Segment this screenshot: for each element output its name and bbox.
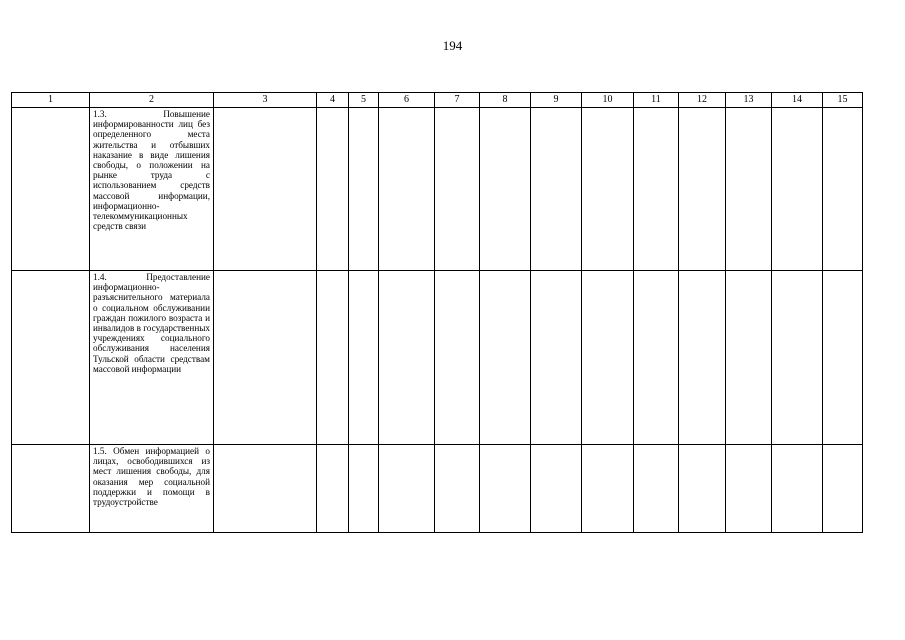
row-description: 1.3. Повышение информированности лиц без определенного места жительства и отбывших наказание в виде лишения свободы, о положении на рынке труда с использованием средств массовой информации, информационно-телекоммуникационных средств связи <box>93 109 210 232</box>
table-cell <box>582 445 634 533</box>
table-cell <box>435 445 480 533</box>
table-cell <box>349 271 379 445</box>
header-cell: 12 <box>679 93 726 108</box>
table-cell <box>349 108 379 271</box>
table-cell <box>214 271 317 445</box>
table-cell <box>379 445 435 533</box>
table-cell <box>379 271 435 445</box>
header-cell: 8 <box>480 93 531 108</box>
table-cell <box>679 108 726 271</box>
table-cell <box>214 445 317 533</box>
header-cell: 11 <box>634 93 679 108</box>
header-cell: 13 <box>726 93 772 108</box>
header-cell: 6 <box>379 93 435 108</box>
table-cell <box>12 445 90 533</box>
table-cell <box>480 108 531 271</box>
table-cell <box>214 108 317 271</box>
table-cell <box>531 108 582 271</box>
table-cell <box>726 445 772 533</box>
table-cell <box>679 271 726 445</box>
table-cell <box>726 271 772 445</box>
table-cell <box>435 271 480 445</box>
header-cell: 4 <box>317 93 349 108</box>
row-description-cell <box>90 445 214 533</box>
header-cell: 15 <box>823 93 863 108</box>
table-cell <box>480 271 531 445</box>
header-cell: 3 <box>214 93 317 108</box>
row-description-cell <box>90 271 214 445</box>
table-cell <box>531 445 582 533</box>
table-cell <box>582 108 634 271</box>
table-cell <box>349 445 379 533</box>
table-cell <box>823 108 863 271</box>
header-cell: 14 <box>772 93 823 108</box>
table-cell <box>634 108 679 271</box>
header-cell: 9 <box>531 93 582 108</box>
table-cell <box>435 108 480 271</box>
table-cell <box>480 445 531 533</box>
row-description: 1.5. Обмен информацией о лицах, освободившихся из мест лишения свободы, для оказания мер социальной поддержки и помощи в трудоустройстве <box>93 446 210 508</box>
table-row <box>12 108 863 271</box>
table-cell <box>772 271 823 445</box>
row-description: 1.4. Предоставление информационно-разъяснительного материала о социальном обслуживании граждан пожилого возраста и инвалидов в государственных учреждениях социального обслуживания населения Тульской области средствам массовой информации <box>93 272 210 374</box>
page-number: 194 <box>442 38 463 53</box>
table-cell <box>679 445 726 533</box>
header-cell: 1 <box>12 93 90 108</box>
table-cell <box>823 271 863 445</box>
table-row <box>12 445 863 533</box>
table-cell <box>772 445 823 533</box>
table-cell <box>726 108 772 271</box>
data-table <box>11 92 863 533</box>
row-description-cell <box>90 108 214 271</box>
table-cell <box>12 108 90 271</box>
table-cell <box>634 445 679 533</box>
header-cell: 10 <box>582 93 634 108</box>
header-row <box>12 93 863 108</box>
table-cell <box>12 271 90 445</box>
header-cell: 2 <box>90 93 214 108</box>
table-cell <box>317 108 349 271</box>
table-row <box>12 271 863 445</box>
table-cell <box>772 108 823 271</box>
table-cell <box>317 445 349 533</box>
table-cell <box>531 271 582 445</box>
header-cell: 7 <box>435 93 480 108</box>
table-cell <box>379 108 435 271</box>
table-cell <box>317 271 349 445</box>
table-cell <box>823 445 863 533</box>
table-cell <box>582 271 634 445</box>
header-cell: 5 <box>349 93 379 108</box>
table-cell <box>634 271 679 445</box>
